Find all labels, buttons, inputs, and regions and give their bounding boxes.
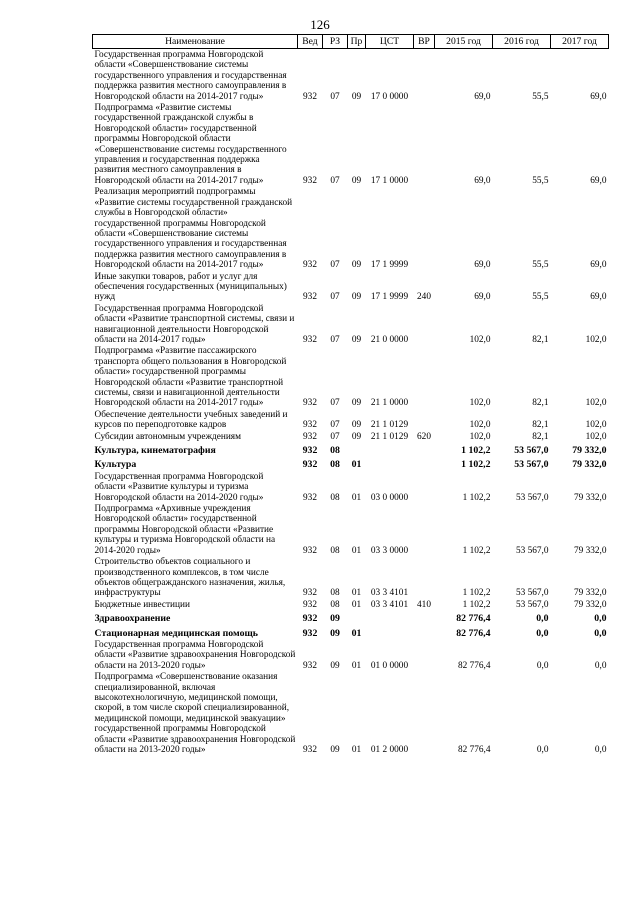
row-ved: 932 (302, 459, 318, 471)
row-vr (414, 49, 435, 103)
row-rz: 07 (330, 334, 340, 345)
row-value-2015: 102,0 (469, 420, 491, 431)
row-value-2015: 1 102,2 (461, 445, 491, 457)
section-row (93, 610, 609, 624)
row-ved: 932 (303, 599, 317, 610)
row-cst: 03 3 4101 (370, 599, 409, 610)
row-value-2016: 0,0 (536, 613, 549, 625)
row-value-2015: 82 776,4 (456, 627, 491, 639)
row-rz: 07 (330, 420, 340, 431)
table-row (93, 639, 609, 671)
row-pr: 01 (351, 599, 362, 610)
row-pr: 01 (351, 660, 362, 671)
row-value-2017: 79 332,0 (573, 492, 607, 503)
row-value-2015: 69,0 (474, 292, 491, 303)
row-value-2016: 53 567,0 (515, 599, 549, 610)
table-row (93, 409, 609, 431)
row-pr: 09 (351, 431, 362, 442)
table-row (93, 49, 609, 103)
budget-table (92, 34, 609, 755)
row-cst (366, 456, 414, 470)
row-pr: 01 (351, 745, 362, 755)
row-name: Бюджетные инвестиции (94, 599, 190, 610)
row-cst: 03 3 4101 (370, 588, 409, 599)
row-pr: 01 (351, 459, 362, 471)
row-value-2015: 82 776,4 (456, 613, 491, 625)
row-value-2017: 102,0 (585, 398, 607, 409)
row-value-2016: 82,1 (532, 420, 549, 431)
row-pr: 09 (351, 398, 362, 409)
row-value-2016: 82,1 (532, 334, 549, 345)
row-ved: 932 (302, 627, 318, 639)
row-name: Государственная программа Новгородской области «Развитие транспортной системы, связи и навигационной деятельности Новгородской области на 2014-2017 годы» (94, 303, 295, 345)
row-ved: 932 (303, 431, 317, 442)
table-row (93, 503, 609, 556)
row-cst: 17 0 0000 (370, 91, 409, 102)
row-ved: 932 (302, 445, 318, 457)
row-rz: 07 (330, 91, 340, 102)
row-value-2015: 69,0 (474, 260, 491, 271)
row-rz: 07 (330, 398, 340, 409)
column-header-2016: 2016 год (493, 35, 551, 49)
row-vr (414, 442, 435, 456)
row-pr: 09 (351, 260, 362, 271)
row-cst: 21 1 0129 (370, 431, 409, 442)
row-ved: 932 (303, 334, 317, 345)
row-value-2016: 0,0 (536, 745, 549, 755)
row-vr (414, 639, 435, 671)
row-rz: 07 (330, 260, 340, 271)
row-value-2017: 102,0 (585, 431, 607, 442)
row-cst: 01 0 0000 (370, 660, 409, 671)
row-value-2017: 102,0 (585, 420, 607, 431)
row-vr: 240 (417, 292, 431, 303)
row-value-2015: 69,0 (474, 91, 491, 102)
row-rz: 08 (330, 599, 340, 610)
table-row (93, 471, 609, 503)
row-value-2017: 69,0 (590, 91, 607, 102)
row-name: Государственная программа Новгородской области «Развитие культуры и туризма Новгородской области на 2014-2020 годы» (94, 471, 264, 503)
row-ved: 932 (303, 260, 317, 271)
row-value-2016: 53 567,0 (515, 492, 549, 503)
column-header-name: Наименование (93, 35, 298, 49)
row-cst: 21 0 0000 (370, 334, 409, 345)
column-header-ved: Вед (298, 35, 323, 49)
row-value-2016: 82,1 (532, 398, 549, 409)
row-value-2016: 55,5 (532, 292, 549, 303)
row-pr: 09 (351, 292, 362, 303)
row-pr: 09 (351, 175, 362, 186)
row-rz: 08 (330, 492, 340, 503)
table-row (93, 431, 609, 442)
row-rz: 08 (330, 459, 340, 471)
row-vr (414, 409, 435, 431)
row-pr: 09 (351, 91, 362, 102)
row-value-2016: 55,5 (532, 175, 549, 186)
row-name: Подпрограмма «Архивные учреждения Новгородской области» государственной программы Новгородской области «Развитие культуры и туризма Новгородской области на 2014-2020 годы» (94, 504, 276, 556)
row-value-2015: 69,0 (474, 175, 491, 186)
row-vr: 620 (417, 431, 431, 442)
row-cst: 21 1 0000 (370, 398, 409, 409)
row-rz: 09 (330, 613, 340, 625)
row-value-2015: 1 102,2 (462, 545, 491, 556)
row-vr (414, 610, 435, 624)
row-name: Подпрограмма «Развитие пассажирского транспорта общего пользования в Новгородской области» государственной программы Новгородской области «Развитие транспортной системы, связи и навигационной деятельности Новгородской области на 2014-2017 годы» (94, 346, 287, 409)
row-name: Государственная программа Новгородской области «Развитие здравоохранения Новгородской области на 2013-2020 годы» (94, 639, 296, 671)
row-cst: 03 0 0000 (370, 492, 409, 503)
row-name: Государственная программа Новгородской области «Совершенствование системы государственного управления и государственная поддержка развития местного самоуправления в Новгородской области на 2014-2017 годы» (94, 50, 287, 102)
row-cst (366, 610, 414, 624)
row-name: Стационарная медицинская помощь (94, 627, 258, 639)
row-ved: 932 (303, 91, 317, 102)
row-vr (414, 503, 435, 556)
row-value-2015: 82 776,4 (457, 660, 491, 671)
row-value-2017: 69,0 (590, 292, 607, 303)
row-cst: 17 1 9999 (370, 292, 409, 303)
row-ved: 932 (303, 588, 317, 599)
row-pr: 01 (351, 545, 362, 556)
row-ved: 932 (303, 292, 317, 303)
row-rz: 07 (330, 431, 340, 442)
row-pr: 01 (351, 627, 362, 639)
table-row (93, 599, 609, 610)
row-name: Культура, кинематография (94, 445, 216, 457)
row-value-2017: 79 332,0 (572, 445, 607, 457)
table-row (93, 102, 609, 186)
row-name: Культура (94, 459, 137, 471)
section-row (93, 625, 609, 639)
row-vr (414, 102, 435, 186)
row-rz: 09 (330, 660, 340, 671)
row-value-2015: 102,0 (469, 334, 491, 345)
row-value-2017: 79 332,0 (573, 599, 607, 610)
row-value-2016: 53 567,0 (515, 588, 549, 599)
row-value-2015: 1 102,2 (462, 492, 491, 503)
row-ved: 932 (302, 613, 318, 625)
row-pr: 09 (351, 420, 362, 431)
column-header-pr: Пр (348, 35, 366, 49)
row-value-2017: 69,0 (590, 175, 607, 186)
row-value-2016: 55,5 (532, 260, 549, 271)
row-cst (366, 625, 414, 639)
row-cst: 17 1 0000 (370, 175, 409, 186)
row-value-2015: 1 102,2 (461, 459, 491, 471)
row-pr (348, 610, 366, 624)
row-name: Строительство объектов социального и производственного комплексов, в том числе объектов общегражданского назначения, жилья, инфраструктуры (94, 557, 286, 599)
row-rz: 09 (330, 627, 340, 639)
row-vr (414, 186, 435, 270)
row-value-2015: 82 776,4 (457, 745, 491, 755)
row-value-2017: 0,0 (594, 660, 607, 671)
row-value-2017: 0,0 (594, 745, 607, 755)
table-row (93, 556, 609, 599)
row-value-2017: 0,0 (594, 613, 607, 625)
row-ved: 932 (303, 420, 317, 431)
column-header-2017: 2017 год (551, 35, 609, 49)
row-value-2015: 102,0 (469, 431, 491, 442)
row-rz: 08 (330, 588, 340, 599)
section-row (93, 442, 609, 456)
row-value-2015: 1 102,2 (462, 588, 491, 599)
row-name: Подпрограмма «Совершенствование оказания специализированной, включая высокотехнологичную, медицинской помощи, скорой, в том числе скорой специализированной, медицинской помощи, медицинской эвакуации» государственной программы Новгородской области «Развитие здравоохранения Новгородской области на 2013-2020 годы» (94, 672, 296, 755)
row-vr: 410 (417, 599, 431, 610)
page-number: 126 (310, 17, 330, 32)
table-row (93, 671, 609, 755)
row-rz: 07 (330, 292, 340, 303)
row-value-2016: 0,0 (536, 660, 549, 671)
row-value-2017: 0,0 (594, 627, 607, 639)
row-rz: 08 (330, 445, 340, 457)
row-cst: 03 3 0000 (370, 545, 409, 556)
row-vr (414, 671, 435, 755)
row-pr: 01 (351, 492, 362, 503)
row-pr (348, 442, 366, 456)
row-value-2015: 102,0 (469, 398, 491, 409)
column-header-vr: ВР (414, 35, 435, 49)
row-ved: 932 (303, 492, 317, 503)
row-name: Обеспечение деятельности учебных заведений и курсов по переподготовке кадров (94, 409, 288, 431)
row-ved: 932 (303, 398, 317, 409)
row-ved: 932 (303, 745, 317, 755)
row-value-2017: 69,0 (590, 260, 607, 271)
row-value-2016: 82,1 (532, 431, 549, 442)
row-value-2016: 55,5 (532, 91, 549, 102)
row-cst (366, 442, 414, 456)
row-name: Иные закупки товаров, работ и услуг для обеспечения государственных (муниципальных) нужд (94, 271, 287, 303)
row-rz: 08 (330, 545, 340, 556)
table-row (93, 303, 609, 346)
row-value-2016: 53 567,0 (514, 445, 549, 457)
row-pr: 09 (351, 334, 362, 345)
row-ved: 932 (303, 545, 317, 556)
row-value-2016: 0,0 (536, 627, 549, 639)
row-value-2017: 79 332,0 (572, 459, 607, 471)
row-name: Реализация мероприятий подпрограммы «Развитие системы государственной гражданской службы в Новгородской области» государственной программы Новгородской области «Совершенствование системы государственного управления и государственная поддержка развития местного самоуправления в Новгородской области на 2014-2017 годы» (94, 187, 293, 271)
row-cst: 21 1 0129 (370, 420, 409, 431)
column-header-rz: РЗ (323, 35, 348, 49)
row-value-2017: 102,0 (585, 334, 607, 345)
section-row (93, 456, 609, 470)
row-value-2017: 79 332,0 (573, 545, 607, 556)
row-value-2017: 79 332,0 (573, 588, 607, 599)
row-cst: 01 2 0000 (370, 745, 409, 755)
row-vr (414, 456, 435, 470)
row-value-2015: 1 102,2 (462, 599, 491, 610)
row-vr (414, 345, 435, 408)
row-vr (414, 303, 435, 346)
row-ved: 932 (303, 175, 317, 186)
table-row (93, 345, 609, 408)
table-row (93, 271, 609, 303)
row-value-2016: 53 567,0 (514, 459, 549, 471)
column-header-2015: 2015 год (435, 35, 493, 49)
column-header-cst: ЦСТ (366, 35, 414, 49)
row-ved: 932 (303, 660, 317, 671)
row-cst: 17 1 9999 (370, 260, 409, 271)
row-vr (414, 556, 435, 599)
row-rz: 09 (330, 745, 340, 755)
row-vr (414, 471, 435, 503)
row-rz: 07 (330, 175, 340, 186)
row-pr: 01 (351, 588, 362, 599)
table-header-row (93, 35, 609, 49)
row-value-2016: 53 567,0 (515, 545, 549, 556)
row-name: Здравоохранение (94, 613, 171, 625)
table-row (93, 186, 609, 270)
table-body (93, 49, 609, 756)
row-name: Подпрограмма «Развитие системы государственной гражданской службы в Новгородской области» государственной программы Новгородской области «Совершенствование системы государственного управления и государственная поддержка развития местного самоуправления в Новгородской области на 2014-2017 годы» (94, 103, 287, 186)
row-name: Субсидии автономным учреждениям (94, 431, 241, 442)
row-vr (414, 625, 435, 639)
